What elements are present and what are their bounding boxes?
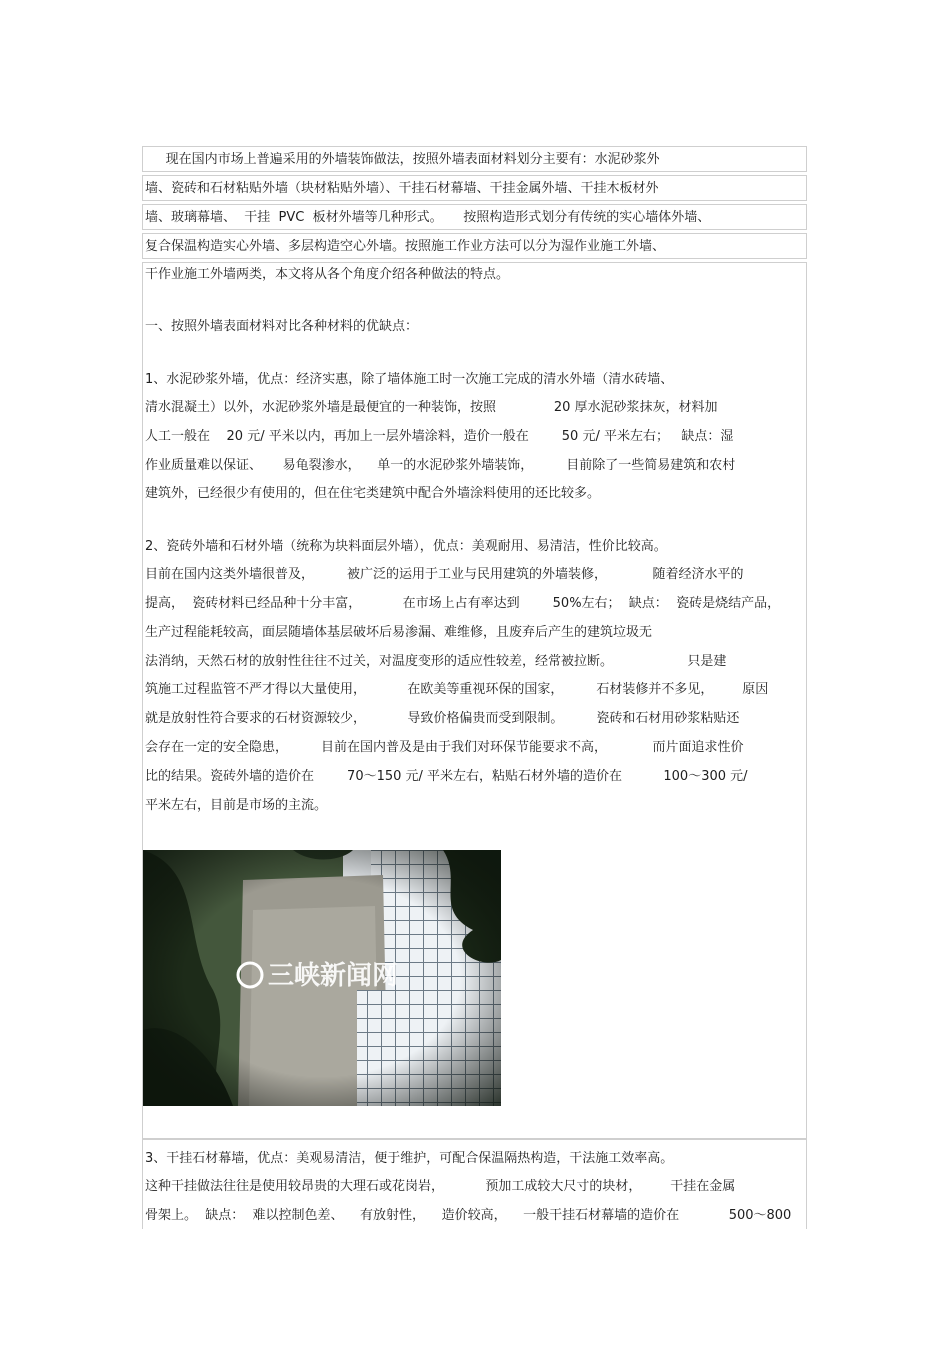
paragraph-line: 会存在一定的安全隐患， 目前在国内普及是由于我们对环保节能要求不高， 而片面追求性价 [145,740,744,755]
section-heading: 一、按照外墙表面材料对比各种材料的优缺点： [145,319,419,334]
paragraph-line: 这种干挂做法往往是使用较昂贵的大理石或花岗岩， 预加工成较大尺寸的块材， 干挂在金属 [145,1179,736,1194]
paragraph-line: 墙、玻璃幕墙、 干挂 PVC 板材外墙等几种形式。 按照构造形式划分有传统的实心墙体外墙、 [145,210,711,225]
paragraph-line: 墙、瓷砖和石材粘贴外墙（块材粘贴外墙）、干挂石材幕墙、干挂金属外墙、干挂木板材外 [145,181,659,196]
paragraph-line: 比的结果。瓷砖外墙的造价在 70～150 元/ 平米左右，粘贴石材外墙的造价在 100～300 元/ [145,769,748,784]
paragraph-line: 法消纳，天然石材的放射性往往不过关，对温度变形的适应性较差，经常被拉断。 只是建 [145,654,727,669]
paragraph-line: 人工一般在 20 元/ 平米以内，再加上一层外墙涂料，造价一般在 50 元/ 平米左右； 缺点：湿 [145,429,734,444]
paragraph-line: 2、瓷砖外墙和石材外墙（统称为块料面层外墙），优点：美观耐用、易清洁，性价比较高。 [145,539,667,554]
paragraph-line: 清水混凝土）以外，水泥砂浆外墙是最便宜的一种装饰，按照 20 厚水泥砂浆抹灰，材料加 [145,400,718,415]
paragraph-line: 生产过程能耗较高，面层随墙体基层破坏后易渗漏、难维修，且废弃后产生的建筑垃圾无 [145,625,653,640]
paragraph-line: 骨架上。 缺点： 难以控制色差、 有放射性， 造价较高， 一般干挂石材幕墙的造价在 500～800 [145,1208,792,1223]
paragraph-line: 作业质量难以保证、 易龟裂渗水， 单一的水泥砂浆外墙装饰， 目前除了一些简易建筑和农村 [145,458,736,473]
paragraph-line: 就是放射性符合要求的石材资源较少， 导致价格偏贵而受到限制。 瓷砖和石材用砂浆粘贴还 [145,711,740,726]
paragraph-line: 1、水泥砂浆外墙，优点：经济实惠，除了墙体施工时一次施工完成的清水外墙（清水砖墙、 [145,372,674,387]
paragraph-line: 提高， 瓷砖材料已经品种十分丰富， 在市场上占有率达到 50%左右； 缺点： 瓷砖是烧结产品， [145,596,781,611]
paragraph-line: 复合保温构造实心外墙、多层构造空心外墙。按照施工作业方法可以分为湿作业施工外墙、 [145,239,666,254]
paragraph-line: 筑施工过程监管不严才得以大量使用， 在欧美等重视环保的国家， 石材装修并不多见， 原因 [145,682,769,697]
paragraph-line: 3、干挂石材幕墙，优点：美观易清洁，便于维护，可配合保温隔热构造，干法施工效率高。 [145,1151,674,1166]
paragraph-line: 干作业施工外墙两类，本文将从各个角度介绍各种做法的特点。 [145,267,510,282]
paragraph-line: 现在国内市场上普遍采用的外墙装饰做法，按照外墙表面材料划分主要有：水泥砂浆外 [145,152,660,167]
paragraph-line: 目前在国内这类外墙很普及， 被广泛的运用于工业与民用建筑的外墙装修， 随着经济水平的 [145,567,744,582]
building-photo [143,850,501,1106]
paragraph-line: 建筑外，已经很少有使用的，但在住宅类建筑中配合外墙涂料使用的还比较多。 [145,486,601,501]
paragraph-line: 平米左右，目前是市场的主流。 [145,798,328,813]
